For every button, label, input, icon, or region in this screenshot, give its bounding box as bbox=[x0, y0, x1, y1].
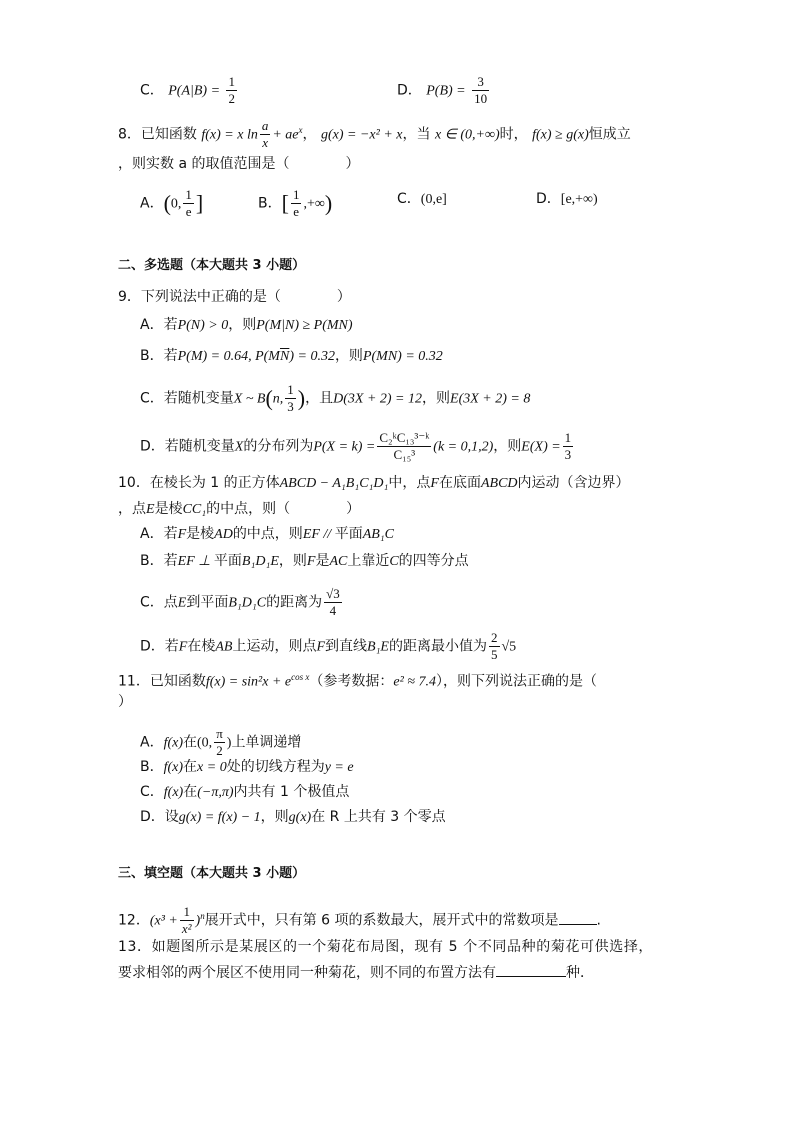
q13-line-2: 要求相邻的两个展区不使用同一种菊花，则不同的布置方法有 种． bbox=[118, 962, 594, 983]
q9-option-d: D．若随机变量X的分布列为P(X = k) = $\frac{\text{C₂ᵏC₁₃³⁻ᵏ}}{\text{C₁₅³}}$ (k = 0,1,2)，则E(X) = $\frac{1}{3}$ bbox=[140, 430, 572, 462]
section-2-heading: 二、多选题（本大题共 3 小题） bbox=[118, 258, 306, 273]
q8-stem-cont: ，则实数 a 的取值范围是（ ） bbox=[118, 156, 360, 172]
q7-c-lhs: P(A|B) = bbox=[168, 83, 221, 99]
q13-line-1: 13．如题图所示是某展区的一个菊花布局图，现有 5 个不同品种的菊花可供选择， bbox=[118, 939, 654, 955]
q8-stem: 8．已知函数 f(x) = x ln $\frac{a}{x}$ + $ae^x$， g(x) = −x² + x，当 x ∈ (0,+∞)时， f(x) ≥ g(x)恒成立 bbox=[118, 118, 631, 150]
q8-option-b: B．[ $\frac{1}{e}$ ,+∞) bbox=[258, 187, 333, 219]
q7-c-label: C． bbox=[140, 82, 164, 99]
q7-c-fraction: $\frac{1}{2}$ bbox=[228, 74, 235, 106]
q8-option-c: C．(0,e] bbox=[397, 191, 447, 207]
q7-d-label: D． bbox=[397, 82, 422, 99]
q11-option-a: A．f(x)在(0, $\frac{\pi}{2}$ )上单调递增 bbox=[140, 726, 302, 758]
q12-stem: 12．(x³ + $\frac{1}{\text{x²}}$ )$^n$展开式中，只有第 6 项的系数最大，展开式中的常数项是 . bbox=[118, 904, 601, 936]
q7-option-d bbox=[397, 74, 491, 107]
q7-d-fraction: $\frac{3}{10}$ bbox=[474, 74, 488, 106]
q13-answer-blank bbox=[496, 962, 566, 977]
q11-stem-cont: ） bbox=[118, 694, 132, 710]
q10-option-d: D．若F在棱AB上运动，则点F到直线B₁E的距离最小值为 $\frac{2}{5}$ √5 bbox=[140, 630, 517, 662]
q10-option-b: B．若EF ⊥ 平面B₁D₁E，则F是AC上靠近C的四等分点 bbox=[140, 553, 469, 569]
q10-option-c: C．点E到平面B₁D₁C的距离为 $\frac{√3}{4}$ bbox=[140, 586, 340, 618]
q7-d-lhs: P(B) = bbox=[426, 83, 466, 99]
q9-option-b: B．若P(M) = 0.64, $P(M\overline{N}) = 0.32$，则P(MN) = 0.32 bbox=[140, 348, 443, 364]
q9-option-a: A．若P(N) > 0，则P(M|N) ≥ P(MN) bbox=[140, 317, 353, 333]
q12-answer-blank bbox=[559, 910, 597, 925]
q11-option-b: B．f(x)在x = 0处的切线方程为y = e bbox=[140, 759, 354, 775]
q11-option-c: C．f(x)在(−π,π)内共有 1 个极值点 bbox=[140, 784, 350, 800]
q10-stem: 10．在棱长为 1 的正方体ABCD − A₁B₁C₁D₁中，点F在底面ABCD内运动（含边界） bbox=[118, 475, 630, 491]
q10-option-a: A．若F是棱AD的中点，则EF // 平面AB₁C bbox=[140, 526, 395, 542]
q11-stem: 11．已知函数$f(x) = \sin^2x + e^{cos x}$（参考数据：e² ≈ 7.4），则下列说法正确的是（ bbox=[118, 672, 597, 690]
q8-a-over-x: $\frac{a}{x}$ bbox=[261, 118, 269, 150]
q8-option-a: A．(0, $\frac{1}{e}$ ] bbox=[140, 187, 204, 219]
q7-option-c bbox=[140, 74, 239, 107]
section-3-heading: 三、填空题（本大题共 3 小题） bbox=[118, 866, 306, 881]
q10-stem-cont: ，点E是棱CC₁的中点，则（ ） bbox=[118, 501, 361, 517]
q9-stem: 9．下列说法中正确的是（ ） bbox=[118, 289, 351, 305]
q9-option-c: C．若随机变量X ~ B(n, $\frac{1}{3}$ )，且D(3X + 2) = 12，则E(3X + 2) = 8 bbox=[140, 382, 531, 414]
q11-option-d: D．设g(x) = f(x) − 1，则g(x)在 R 上共有 3 个零点 bbox=[140, 809, 446, 825]
q8-option-d: D．[e,+∞) bbox=[536, 191, 598, 207]
